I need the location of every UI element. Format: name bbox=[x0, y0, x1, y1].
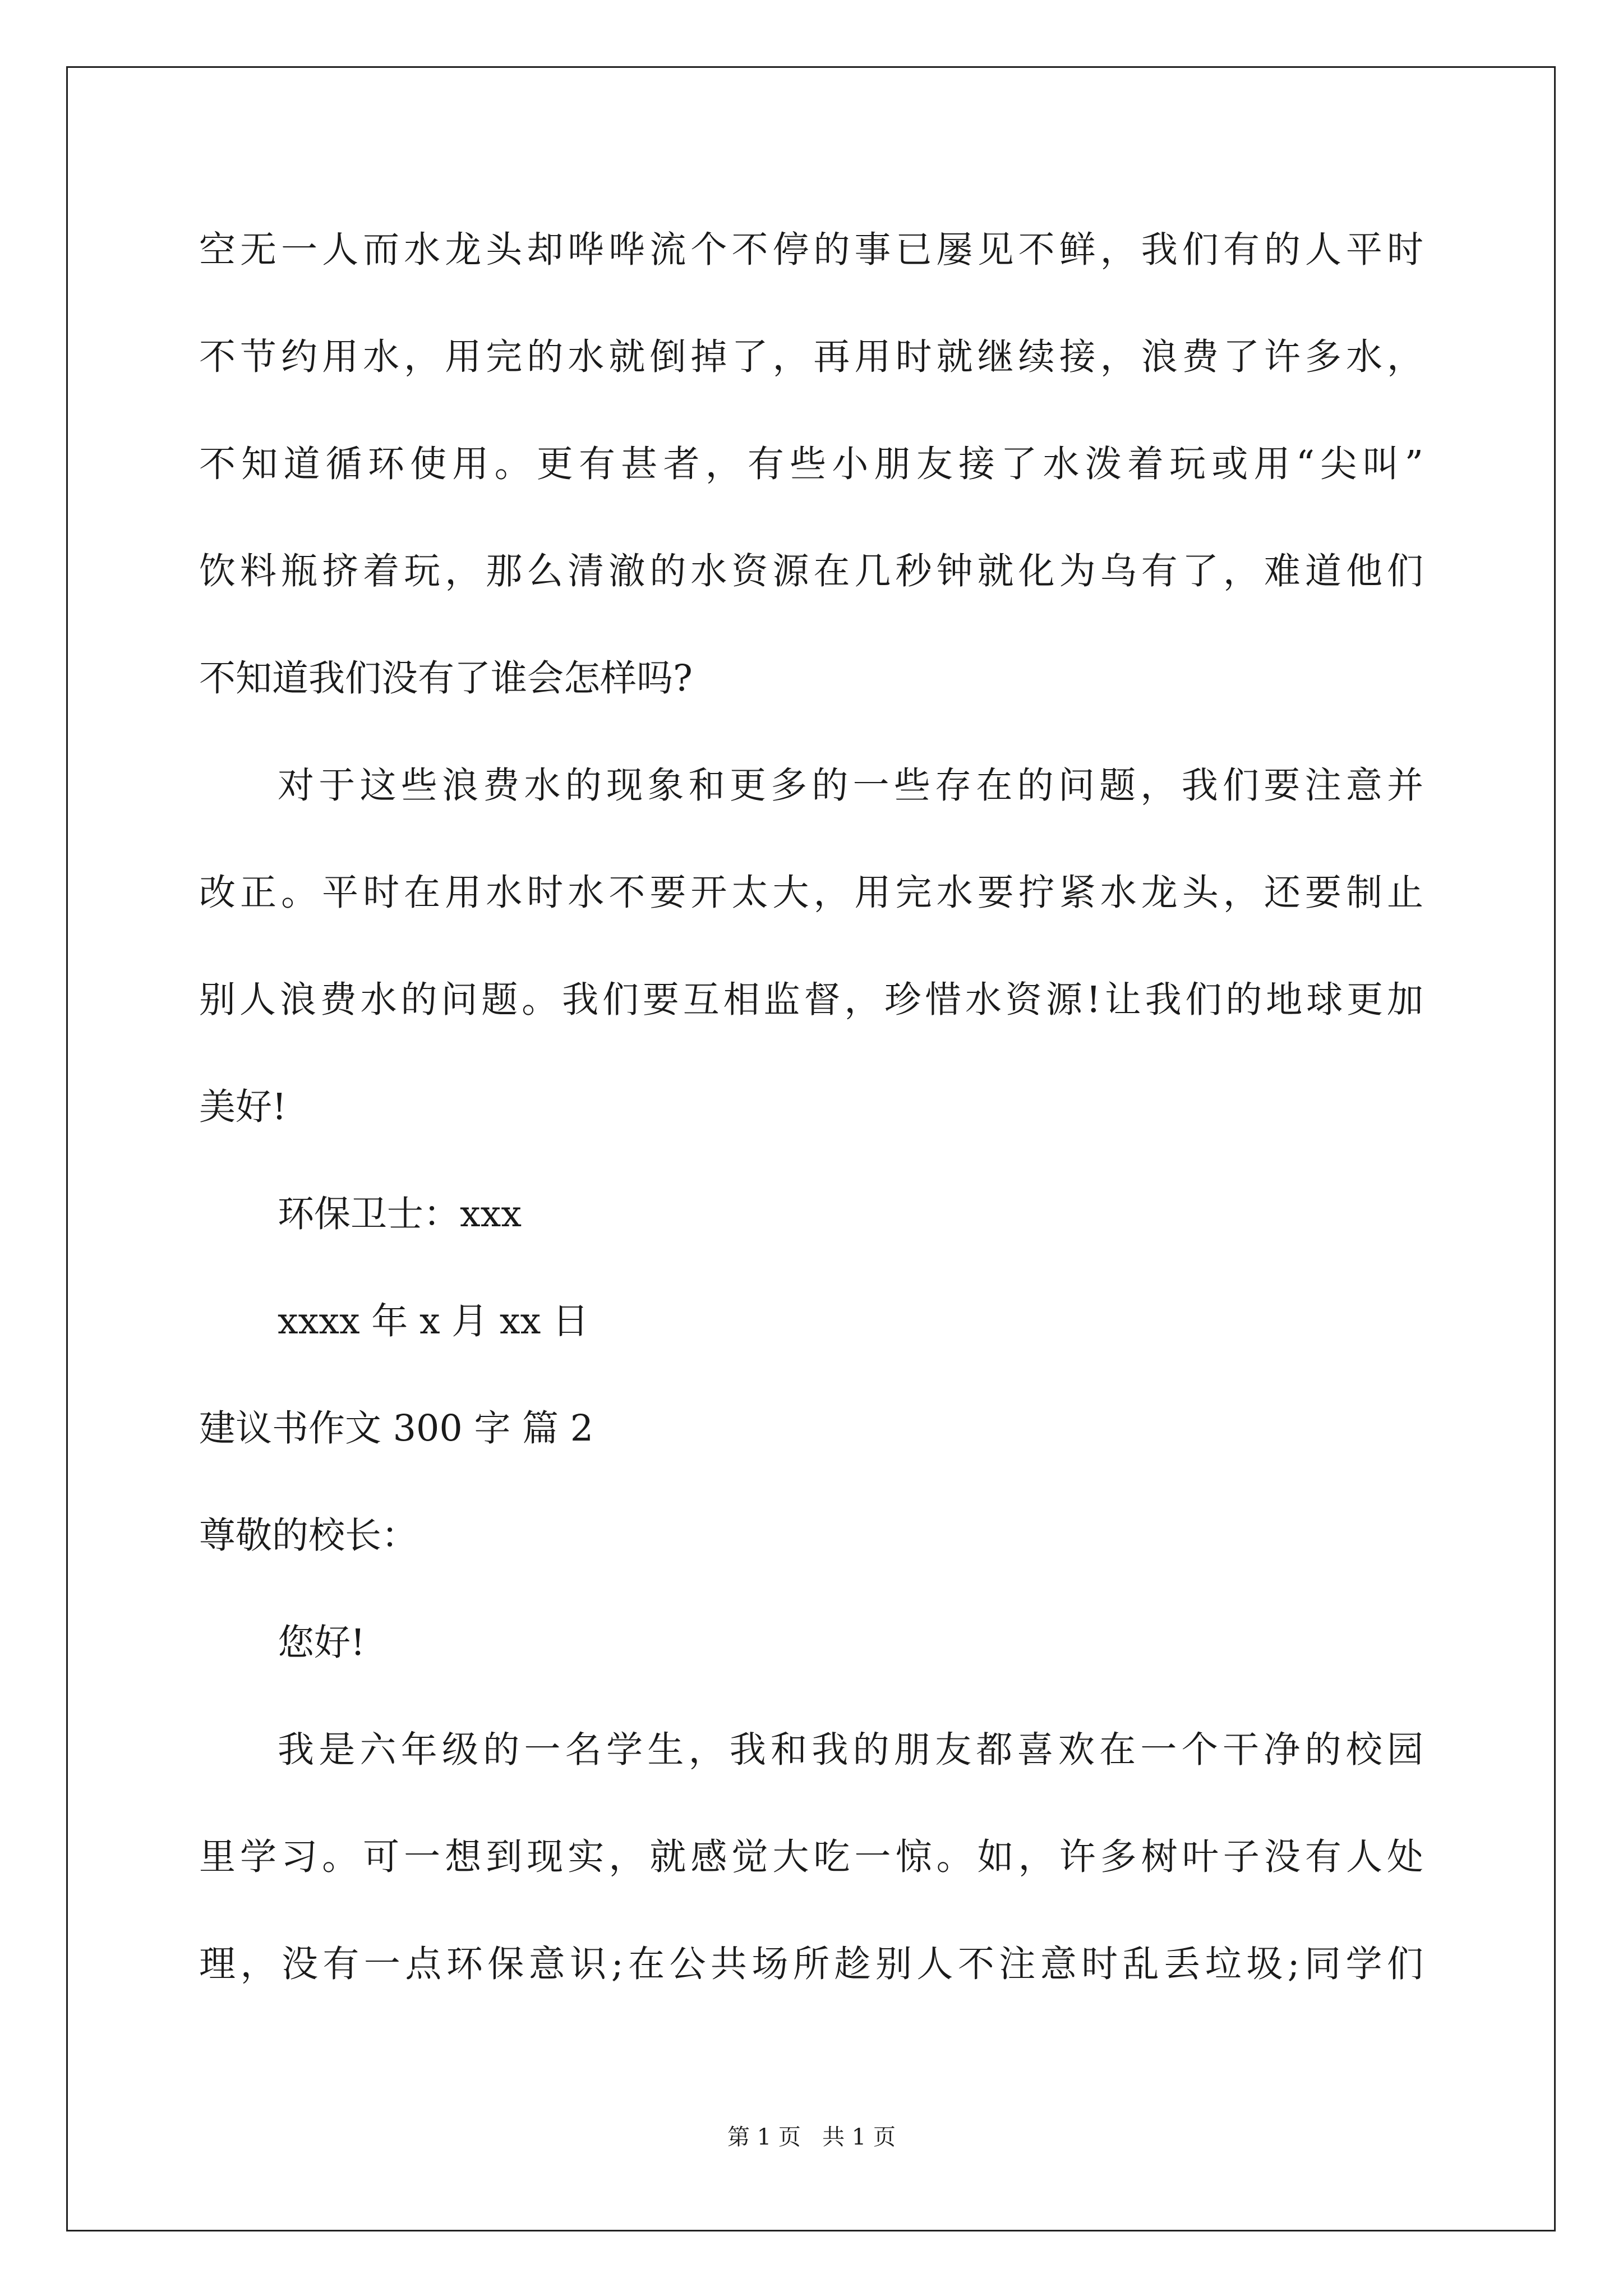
body-line-3: 不知道循环使用。更有甚者，有些小朋友接了水泼着玩或用“尖叫” bbox=[199, 443, 1423, 485]
salutation: 尊敬的校长： bbox=[199, 1515, 418, 1557]
signature-name: 环保卫士：xxx bbox=[278, 1193, 522, 1235]
body-line-2: 不节约用水，用完的水就倒掉了，再用时就继续接，浪费了许多水， bbox=[199, 336, 1423, 378]
body-line-6: 对于这些浪费水的现象和更多的一些存在的问题，我们要注意并 bbox=[278, 765, 1423, 807]
body-line-5: 不知道我们没有了谁会怎样吗? bbox=[199, 657, 693, 700]
body-line-7: 改正。平时在用水时水不要开太大，用完水要拧紧水龙头，还要制止 bbox=[199, 872, 1423, 914]
section-heading: 建议书作文 300 字 篇 2 bbox=[199, 1407, 594, 1450]
greeting: 您好! bbox=[278, 1622, 366, 1664]
body-line-1: 空无一人而水龙头却哗哗流个不停的事已屡见不鲜，我们有的人平时 bbox=[199, 229, 1423, 271]
body-line-17: 理，没有一点环保意识;在公共场所趁别人不注意时乱丢垃圾;同学们 bbox=[199, 1943, 1423, 1985]
page-footer: 第 1 页 共 1 页 bbox=[727, 2124, 896, 2150]
page-border bbox=[66, 66, 1556, 2231]
body-line-9: 美好! bbox=[199, 1086, 287, 1128]
body-line-16: 里学习。可一想到现实，就感觉大吃一惊。如，许多树叶子没有人处 bbox=[199, 1836, 1423, 1878]
signature-date: xxxx 年 x 月 xx 日 bbox=[278, 1300, 589, 1342]
body-line-8: 别人浪费水的问题。我们要互相监督，珍惜水资源!让我们的地球更加 bbox=[199, 979, 1423, 1021]
body-line-4: 饮料瓶挤着玩，那么清澈的水资源在几秒钟就化为乌有了，难道他们 bbox=[199, 550, 1423, 592]
body-line-15: 我是六年级的一名学生，我和我的朋友都喜欢在一个干净的校园 bbox=[278, 1729, 1423, 1771]
